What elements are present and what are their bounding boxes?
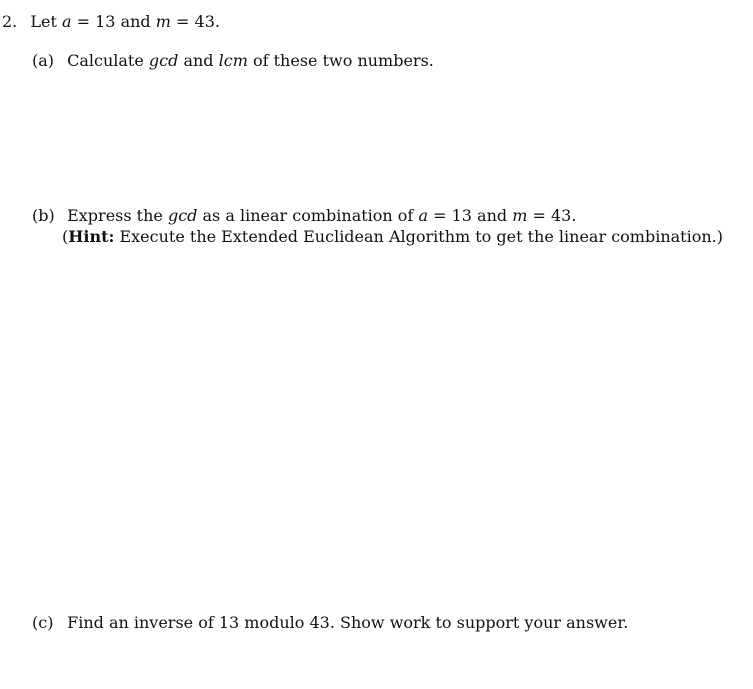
part-a-text2: and	[183, 51, 214, 70]
variable-a: a	[61, 12, 72, 31]
part-c-label: (c)	[32, 613, 54, 632]
part-b-text3: = 13 and	[433, 206, 508, 225]
gcd-term: gcd	[148, 51, 179, 70]
hint-label: Hint:	[68, 227, 115, 246]
part-b	[32, 206, 576, 226]
part-a-label: (a)	[32, 51, 55, 70]
problem-stem	[2, 12, 220, 32]
part-b-hint	[62, 227, 723, 247]
part-c-text: Find an inverse of 13 modulo 43. Show work to support your answer.	[67, 613, 629, 632]
problem-number: 2.	[2, 12, 18, 31]
part-b-text2: as a linear combination of	[202, 206, 414, 225]
part-b-text4: = 43.	[532, 206, 577, 225]
variable-m: m	[155, 12, 171, 31]
hint-open-paren: (	[62, 227, 69, 246]
part-b-text1: Express the	[67, 206, 163, 225]
part-a-text3: of these two numbers.	[252, 51, 434, 70]
part-a	[32, 51, 434, 71]
part-a-text1: Calculate	[67, 51, 144, 70]
stem-eq2: = 43.	[176, 12, 220, 31]
gcd-term: gcd	[167, 206, 198, 225]
hint-text: Execute the Extended Euclidean Algorithm to get the linear combination.)	[119, 227, 723, 246]
stem-prefix: Let	[30, 12, 57, 31]
stem-eq1: = 13 and	[76, 12, 151, 31]
part-b-label: (b)	[32, 206, 55, 225]
part-c	[32, 613, 628, 633]
variable-m: m	[512, 206, 528, 225]
lcm-term: lcm	[218, 51, 248, 70]
variable-a: a	[418, 206, 428, 225]
